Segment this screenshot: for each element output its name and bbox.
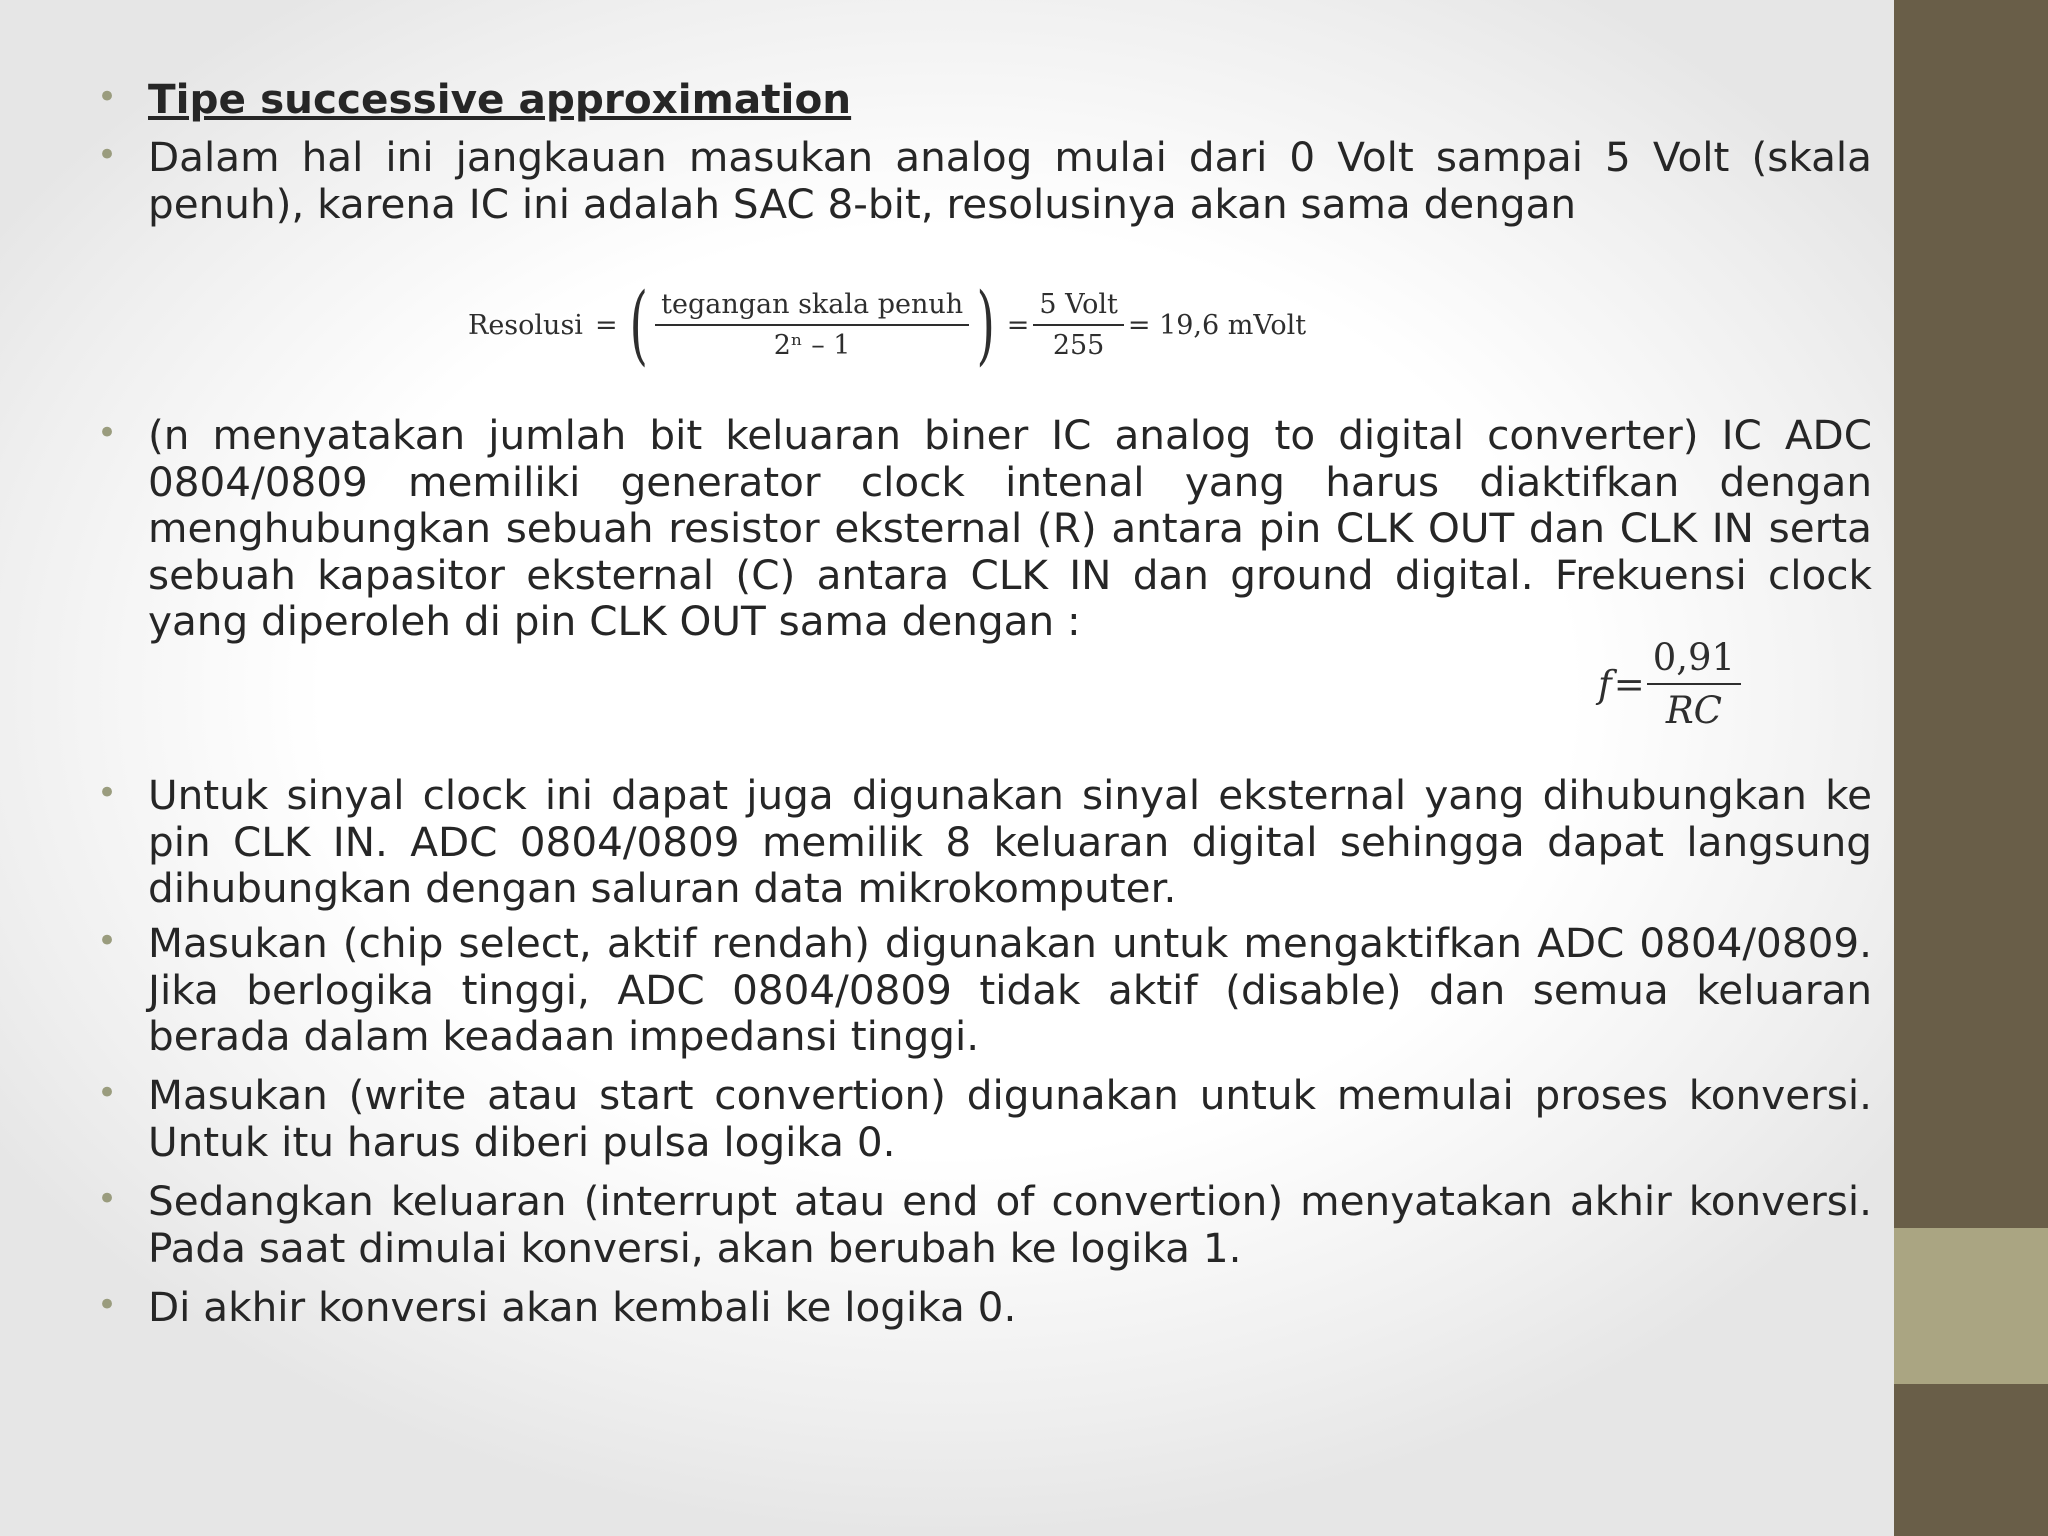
fraction-denominator: 255: [1052, 330, 1105, 361]
fraction-full-scale: [655, 289, 969, 361]
bullet-paragraph-5: [97, 1071, 1872, 1166]
formula-equals-2: =: [1006, 309, 1030, 341]
paragraph-text: Untuk sinyal clock ini dapat juga digunakan sinyal eksternal yang dihubungkan ke pin CLK IN. ADC 0804/0809 memilik 8 keluaran digital sehingga dapat langsung dihubungkan dengan saluran data mikrokomputer.: [148, 771, 1872, 912]
paragraph-text: Masukan (write atau start convertion) digunakan untuk memulai proses konversi. Untuk itu harus diberi pulsa logika 0.: [148, 1071, 1872, 1166]
bullet-paragraph-6: [97, 1177, 1872, 1272]
paragraph-text: Dalam hal ini jangkauan masukan analog mulai dari 0 Volt sampai 5 Volt (skala penuh), karena IC ini adalah SAC 8-bit, resolusinya akan sama dengan: [148, 133, 1872, 228]
paragraph-text: Di akhir konversi akan kembali ke logika 0.: [148, 1283, 1017, 1331]
bullet-paragraph-1: [97, 133, 1872, 228]
bullet-icon: •: [97, 135, 118, 175]
fraction-numerator: tegangan skala penuh: [655, 289, 969, 326]
fraction-numerator: 5 Volt: [1033, 289, 1124, 326]
section-heading: Tipe successive approximation: [148, 75, 852, 123]
left-paren: (: [629, 275, 648, 375]
bullet-icon: •: [97, 1179, 118, 1219]
formula-result: = 19,6 mVolt: [1127, 309, 1307, 341]
paragraph-text: Masukan (chip select, aktif rendah) digunakan untuk mengaktifkan ADC 0804/0809. Jika berlogika tinggi, ADC 0804/0809 tidak aktif (disable) dan semua keluaran berada dalam keadaan impedansi tinggi.: [148, 919, 1872, 1060]
fraction-volts: [1033, 289, 1124, 361]
formula-lhs: f: [1598, 662, 1612, 706]
paragraph-text: (n menyatakan jumlah bit keluaran biner IC analog to digital converter) IC ADC 0804/0809 memiliki generator clock intenal yang harus diaktifkan dengan menghubungkan sebuah resistor eksternal (R) antara pin CLK OUT dan CLK IN serta sebuah kapasitor eksternal (C) antara CLK IN dan ground digital. Frekuensi clock yang diperoleh di pin CLK OUT sama dengan :: [148, 411, 1872, 645]
bullet-paragraph-7: [97, 1283, 1872, 1331]
fraction-denominator: 2ⁿ – 1: [773, 330, 851, 361]
right-paren: ): [976, 275, 996, 375]
bullet-paragraph-2: [97, 411, 1872, 645]
bullet-paragraph-3: [97, 771, 1872, 912]
bullet-icon: •: [97, 1285, 118, 1325]
bullet-heading: [97, 75, 1872, 123]
fraction-numerator: 0,91: [1647, 636, 1741, 685]
sidebar-accent-top: [1894, 0, 2048, 1228]
bullet-icon: •: [97, 1073, 118, 1113]
frequency-formula: [1598, 636, 1741, 732]
bullet-icon: •: [97, 77, 118, 117]
paragraph-text: Sedangkan keluaran (interrupt atau end of convertion) menyatakan akhir konversi. Pada saat dimulai konversi, akan berubah ke logika 1.: [148, 1177, 1872, 1272]
formula-equals: =: [1613, 662, 1645, 706]
bullet-icon: •: [97, 921, 118, 961]
resolution-formula: [468, 275, 1307, 375]
sidebar-accent-bottom: [1894, 1384, 2048, 1536]
bullet-icon: •: [97, 773, 118, 813]
formula-equals: =: [594, 309, 618, 341]
bullet-icon: •: [97, 413, 118, 453]
bullet-paragraph-4: [97, 919, 1872, 1060]
formula-label: Resolusi: [468, 309, 583, 341]
sidebar-accent-middle: [1894, 1228, 2048, 1384]
fraction-frequency: [1647, 636, 1741, 732]
fraction-denominator: RC: [1665, 689, 1722, 732]
